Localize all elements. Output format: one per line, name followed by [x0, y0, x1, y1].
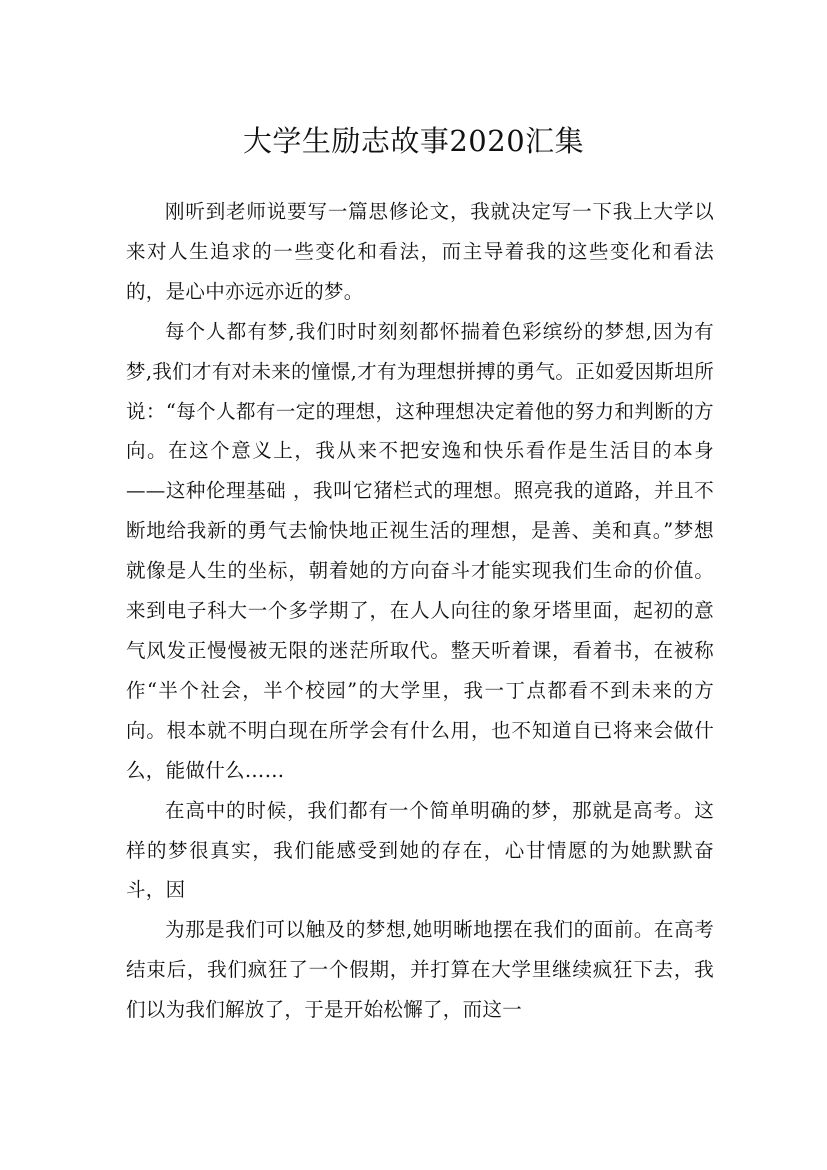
paragraph: 每个人都有梦,我们时时刻刻都怀揣着色彩缤纷的梦想,因为有梦,我们才有对未来的憧憬,才有为理想拼搏的勇气。正如爱因斯坦所说：“每个人都有一定的理想，这种理想决定着他的努力和判断的方向。在这个意义上，我从来不把安逸和快乐看作是生活目的本身——这种伦理基础 ，我叫它猪栏式的理想。照亮我的道路，并且不断地给我新的勇气去愉快地正视生活的理想，是善、美和真。”梦想就像是人生的坐标，朝着她的方向奋斗才能实现我们生命的价值。 来到电子科大一个多学期了，在人人向往的象牙塔里面，起初的意气风发正慢慢被无限的迷茫所取代。整天听着课，看着书，在被称作“半个社会，半个校园”的大学里，我一丁点都看不到未来的方向。根本就不明白现在所学会有什么用，也不知道自已将来会做什么，能做什么…… — [126, 319, 714, 782]
paragraph: 刚听到老师说要写一篇思修论文，我就决定写一下我上大学以来对人生追求的一些变化和看法，而主导着我的这些变化和看法的，是心中亦远亦近的梦。 — [126, 200, 714, 303]
paragraph: 为那是我们可以触及的梦想,她明晰地摆在我们的面前。在高考结束后，我们疯狂了一个假期，并打算在大学里继续疯狂下去，我们以为我们解放了，于是开始松懈了，而这一 — [126, 918, 714, 1022]
document-title: 大学生励志故事2020汇集 — [242, 124, 585, 159]
paragraph: 在高中的时候，我们都有一个简单明确的梦，那就是高考。这样的梦很真实，我们能感受到她的存在，心甘情愿的为她默默奋斗，因 — [126, 798, 714, 902]
document-body — [126, 192, 714, 1030]
